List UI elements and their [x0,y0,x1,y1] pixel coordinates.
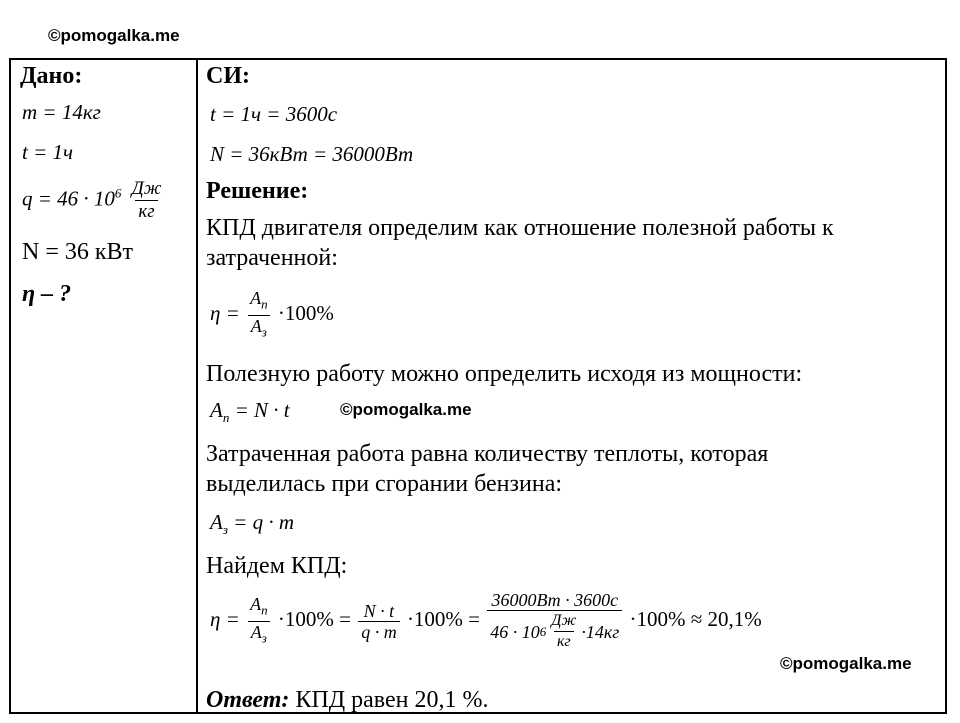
f1-fraction [247,288,271,342]
formula-spent-work: $A_з = q \cdot m$ [210,510,294,538]
f4-frac2: $\frac{N \cdot t}{q \cdot m}$ [358,601,400,642]
solution-para3-line2: выделилась при сгорании бензина: [206,471,563,497]
given-q-unit-num: Дж [131,178,162,199]
si-power: N = 36кВт = 36000Вт [210,142,414,166]
column-divider [196,58,198,714]
f1-den: $A_з$ [248,315,270,343]
solution-para3-line1: Затраченная работа равна количеству теплоты, которая [206,441,769,467]
si-header: СИ: [206,63,250,89]
watermark-middle: ©pomogalka.me [340,400,472,419]
f4-frac1: $\frac{A_п}{A_з}$ [247,594,271,648]
given-header: Дано: [20,63,83,89]
watermark-bottom: ©pomogalka.me [780,654,912,673]
f4-frac3: 36000Вт · 3600с 46 · 10 6 $\frac{Дж}{кг}$ ·14кг [487,590,622,652]
answer-line [206,686,488,714]
answer-text: КПД равен 20,1 %. [295,687,489,713]
given-unknown: η – ? [22,281,72,307]
solution-para4: Найдем КПД: [206,553,348,579]
given-q-left: q = 46 · 10 [22,186,115,211]
given-mass: m = 14кг [22,100,101,124]
solution-header: Решение: [206,178,309,204]
formula-efficiency [210,288,334,342]
given-q-exp: 6 [114,185,122,201]
formula-useful-work: $A_п = N \cdot t$ [210,398,290,426]
formula-final: η = $\frac{A_п}{A_з}$ ·100% = $\frac{N \cdot t}{q \cdot m}$ ·100% = 36000Вт · 3600с 46 · 10 6 $\frac{Дж}{кг}$ ·14кг ·100% ≈ 20,1% [210,590,762,650]
solution-para2: Полезную работу можно определить исходя из мощности: [206,361,803,387]
f1-tail: ·100% [277,300,334,325]
f1-num: $A_п$ [250,288,268,312]
given-q-unit-den: кг [135,200,157,223]
given-heat-value [22,178,166,223]
watermark-top: ©pomogalka.me [48,26,180,45]
si-time: t = 1ч = 3600с [210,102,338,126]
given-q-unit-fraction [129,178,165,223]
given-power: N = 36 кВт [22,239,134,265]
f1-eta: η = [210,300,240,325]
solution-para1-line2: затраченной: [206,245,338,271]
answer-label: Ответ: [206,687,290,713]
solution-para1-line1: КПД двигателя определим как отношение полезной работы к [206,215,834,241]
given-time: t = 1ч [22,140,74,164]
